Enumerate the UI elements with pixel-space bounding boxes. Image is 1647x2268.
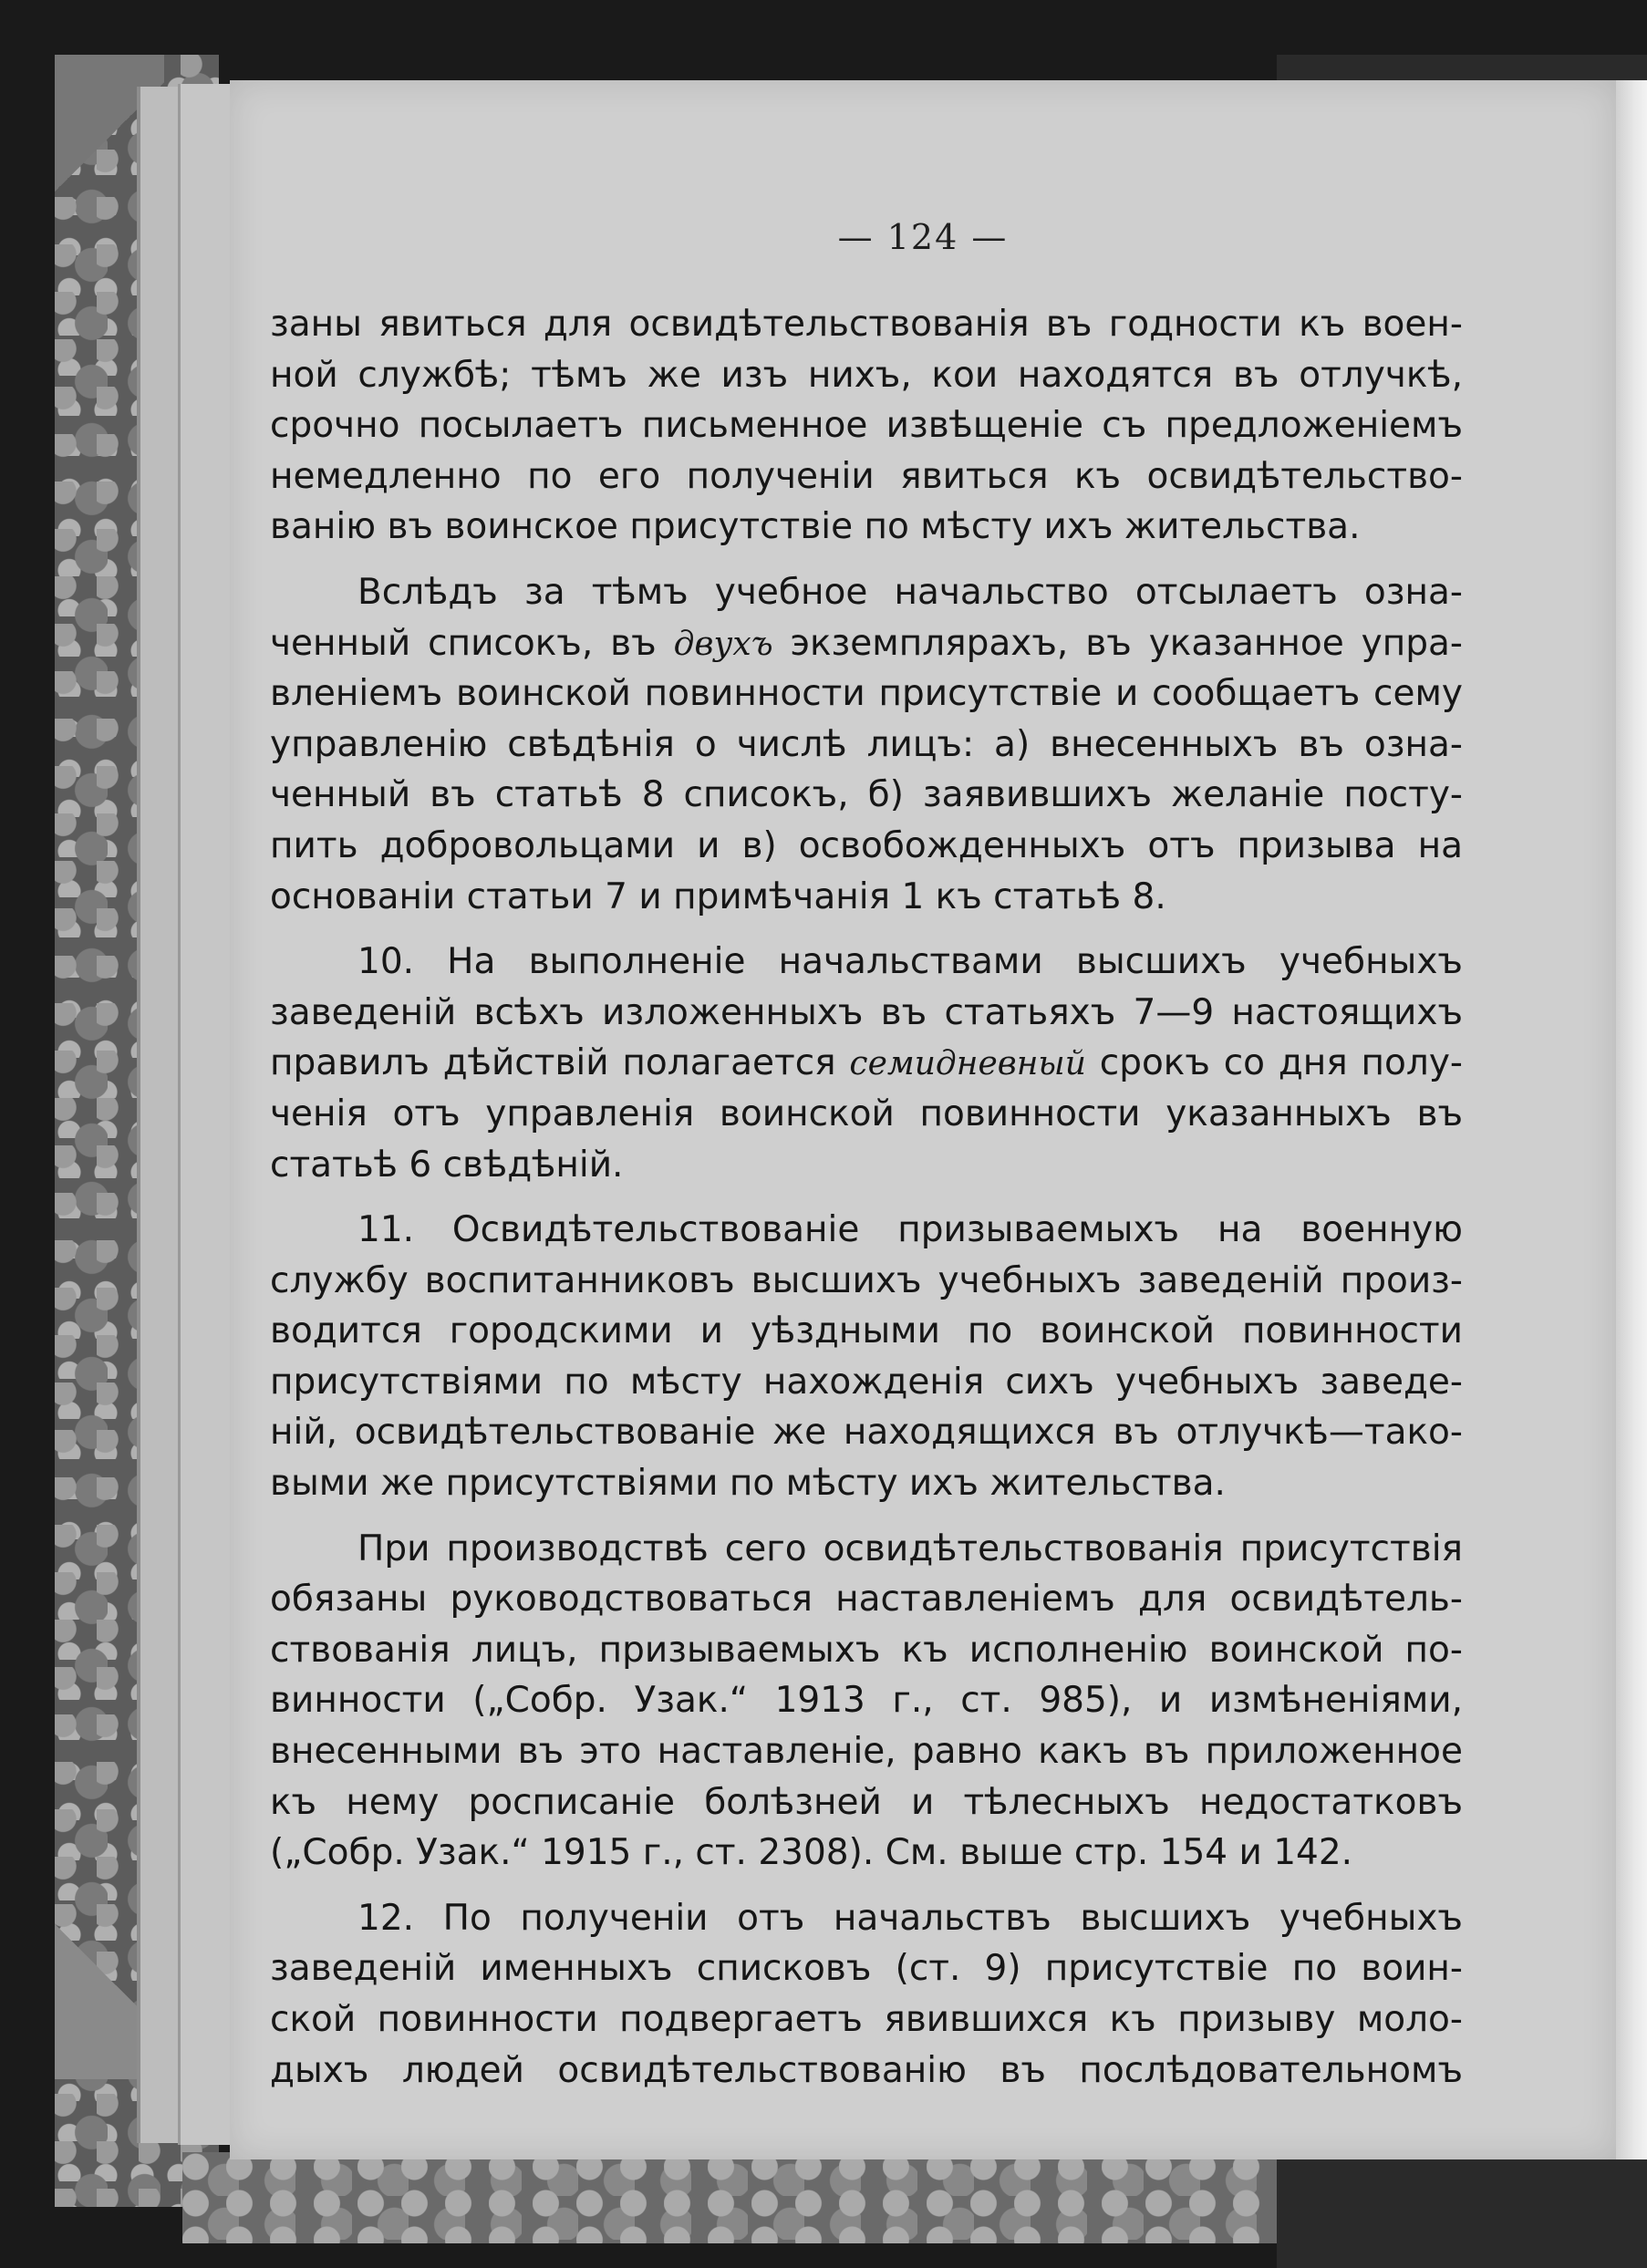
text-line: ченный въ статьѣ 8 списокъ, б) заявившихъ желаніе посту- (270, 774, 1463, 816)
text-line: заведеній всѣхъ изложенныхъ въ статьяхъ 7—9 настоящихъ (270, 991, 1463, 1033)
text-line (270, 1038, 1463, 1089)
text-line: заны явиться для освидѣтельствованія въ годности къ воен- (270, 304, 1463, 345)
text-line: („Собр. Узак.“ 1915 г., ст. 2308). См. выше стр. 154 и 142. (270, 1832, 1353, 1874)
text-line: дыхъ людей освидѣтельствованію въ послѣдовательномъ (270, 2049, 1463, 2091)
text-line: заведеній именныхъ списковъ (ст. 9) присутствіе по воин- (270, 1948, 1463, 1990)
text-line: винности („Собр. Узак.“ 1913 г., ст. 985), и измѣненіями, (270, 1680, 1463, 1722)
text-fragment: 11. Освидѣтельствованіе призываемыхъ на военную (357, 1209, 1463, 1251)
book-page (230, 80, 1616, 2159)
marbled-cover-bottom (182, 2152, 1331, 2243)
text-line (270, 567, 1463, 618)
text-line: ской повинности подвергаетъ явившихся къ призыву моло- (270, 1999, 1463, 2040)
text-fragment: При производствѣ сего освидѣтельствованія присутствія (357, 1528, 1463, 1569)
text-fragment: правилъ дѣйствій полагается (270, 1042, 836, 1084)
text-fragment: экземплярахъ, въ указанное упра- (790, 622, 1463, 664)
text-line: водится городскими и уѣздными по воинской повинности (270, 1310, 1463, 1352)
text-line (270, 1524, 1463, 1575)
text-line: управленію свѣдѣнія о числѣ лицъ: а) внесенныхъ въ озна- (270, 723, 1463, 765)
text-line: вленіемъ воинской повинности присутствіе и сообщаетъ сему (270, 673, 1463, 715)
text-line (270, 937, 1463, 988)
text-line: обязаны руководствоваться наставленіемъ для освидѣтель- (270, 1579, 1463, 1621)
text-line: службу воспитанниковъ высшихъ учебныхъ заведеній произ- (270, 1259, 1463, 1301)
text-line: статьѣ 6 свѣдѣній. (270, 1144, 624, 1186)
text-line (270, 1205, 1463, 1256)
page-spine (1616, 80, 1647, 2159)
text-fragment: 10. На выполненіе начальствами высшихъ учебныхъ (357, 941, 1463, 983)
text-line: ченія отъ управленія воинской повинности указанныхъ въ (270, 1093, 1463, 1134)
italic-word: семидневный (849, 1045, 1086, 1083)
text-fragment: Вслѣдъ за тѣмъ учебное начальство отсылаетъ озна- (357, 571, 1463, 613)
text-line: ной службѣ; тѣмъ же изъ нихъ, кои находятся въ отлучкѣ, (270, 354, 1463, 396)
text-fragment: ченный списокъ, въ (270, 622, 657, 664)
italic-word: двухъ (673, 625, 773, 663)
text-line: пить добровольцами и в) освобожденныхъ отъ призыва на (270, 824, 1463, 866)
text-line: выми же присутствіями по мѣсту ихъ жительства. (270, 1463, 1226, 1505)
text-line: присутствіями по мѣсту нахожденія сихъ учебныхъ заведе- (270, 1361, 1463, 1403)
text-fragment: срокъ со дня полу- (1099, 1042, 1463, 1084)
text-line: ствованія лицъ, призываемыхъ къ исполненію воинской по- (270, 1629, 1463, 1671)
text-line: немедленно по его полученіи явиться къ освидѣтельство- (270, 455, 1463, 497)
text-line: ній, освидѣтельствованіе же находящихся въ отлучкѣ—тако- (270, 1412, 1463, 1454)
text-line: къ нему росписаніе болѣзней и тѣлесныхъ недостатковъ (270, 1781, 1463, 1823)
text-line: ванію въ воинское присутствіе по мѣсту ихъ жительства. (270, 506, 1361, 548)
page-text (270, 299, 1463, 2096)
text-fragment: 12. По полученіи отъ начальствъ высшихъ учебныхъ (357, 1897, 1463, 1939)
text-line: срочно посылаетъ письменное извѣщеніе съ предложеніемъ (270, 405, 1463, 447)
text-line: основаніи статьи 7 и примѣчанія 1 къ статьѣ 8. (270, 875, 1166, 917)
text-line (270, 618, 1463, 669)
text-line (270, 1893, 1463, 1944)
text-line: внесенными въ это наставленіе, равно какъ въ приложенное (270, 1731, 1463, 1773)
page-number: — 124 — (837, 217, 1009, 257)
